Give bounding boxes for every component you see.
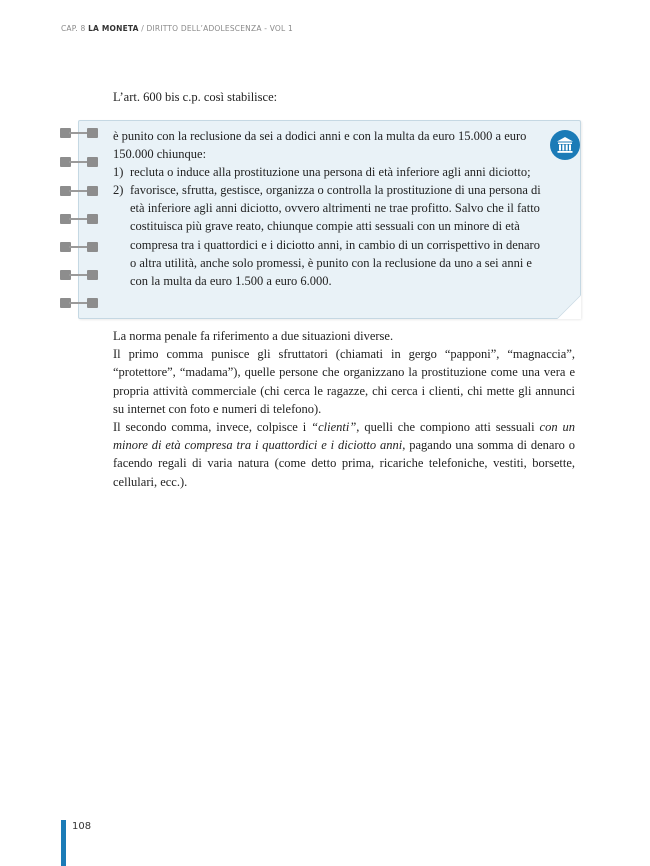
courthouse-icon [550, 130, 580, 160]
paragraph-text: , pagando una somma di denaro o facendo regali di varia natura (come detto prima, ricariche telefoniche, vestiti, borsette, cellulari, ecc.). [113, 438, 576, 489]
binder-ring-icon [60, 270, 98, 280]
binder-ring-icon [60, 214, 98, 224]
law-list-item [113, 181, 543, 290]
binder-ring-icon [60, 157, 98, 167]
law-lead: è punito con la reclusione da sei a dodici anni e con la multa da euro 15.000 a euro 150.000 chiunque: [113, 129, 527, 162]
paragraph: La norma penale fa riferimento a due situazioni diverse. [113, 329, 394, 343]
paragraph-text: Il secondo comma, invece, colpisce i [113, 420, 312, 435]
section-title: LA MONETA [88, 24, 139, 33]
law-list-item [113, 163, 543, 181]
body-text [113, 327, 575, 491]
intro-text: L’art. 600 bis c.p. così stabilisce: [113, 90, 278, 104]
binder-ring-icon [60, 298, 98, 308]
emphasis-age-range: con un minore di età compresa tra i quattordici e i diciotto anni [113, 420, 575, 453]
page-curl-corner [557, 295, 581, 319]
binder-ring-icon [60, 128, 98, 138]
law-list [113, 163, 543, 290]
binder-ring-icon [60, 242, 98, 252]
binder-ring-icon [60, 186, 98, 196]
law-item-text: favorisce, sfrutta, gestisce, organizza o controlla la prostituzione di una persona di età inferiore agli anni diciotto, ovvero altrimenti ne trae profitto. Salvo che il fatto costituisca più grave reato, chiunque compie atti sessuali con un minore di età compresa tra i quattordici e i diciotto anni, in cambio di un corrispettivo in denaro o altra utilità, anche solo promessi, è punito con la reclusione da uno a sei anni e con la multa da euro 1.500 a euro 6.000. [130, 183, 541, 288]
page-number: 108 [72, 821, 92, 832]
law-item-text: recluta o induce alla prostituzione una persona di età inferiore agli anni diciotto; [130, 165, 531, 180]
paragraph [113, 418, 575, 491]
law-item-number: 2) [113, 183, 124, 198]
emphasis-clienti: “clienti” [311, 420, 357, 435]
chapter-label: CAP. 8 [61, 24, 86, 33]
page-accent-bar [61, 820, 66, 866]
paragraph-text: , quelli che compiono atti sessuali [356, 420, 540, 435]
law-text [113, 127, 543, 290]
book-title: / DIRITTO DELL’ADOLESCENZA - VOL 1 [138, 24, 293, 33]
law-item-number: 1) [113, 165, 124, 180]
running-header [61, 24, 293, 33]
paragraph: Il primo comma punisce gli sfruttatori (chiamati in gergo “papponi”, “magnaccia”, “protettore”, “madama”), quelle persone che organizzano la prostituzione come una vera e propria attività commerciale (chi cerca le ragazze, chi cerca i clienti, chi mette gli annunci su internet con foto e numeri di telefono). [113, 347, 575, 416]
